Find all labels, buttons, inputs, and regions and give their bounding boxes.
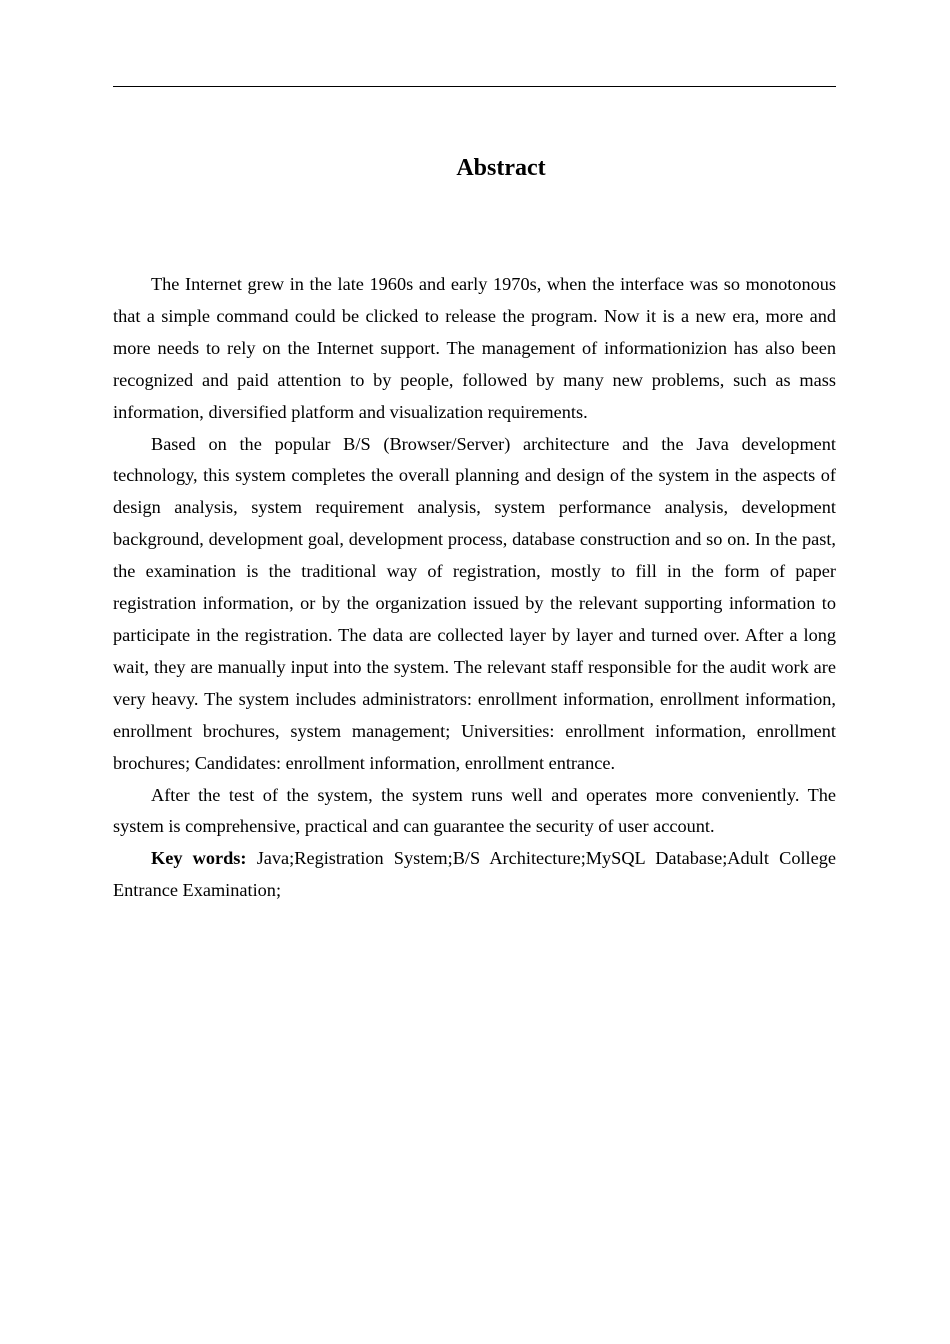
keywords-label: Key words: [151,848,247,869]
keywords-text: Java;Registration System;B/S Architecture;MySQL Database;Adult College Entrance Examination; [113,848,836,901]
keywords-line [113,843,836,907]
abstract-paragraph-3: After the test of the system, the system runs well and operates more conveniently. The system is comprehensive, practical and can guarantee the security of user account. [113,784,836,837]
page-title: Abstract [456,155,546,181]
abstract-paragraph-1: The Internet grew in the late 1960s and early 1970s, when the interface was so monotonous that a simple command could be clicked to release the program. Now it is a new era, more and more needs to rely on the Internet support. The management of informationizion has also been recognized and paid attention to by people, followed by many new problems, such as mass information, diversified platform and visualization requirements. [113,274,836,422]
abstract-paragraph-2: Based on the popular B/S (Browser/Server) architecture and the Java development technology, this system completes the overall planning and design of the system in the aspects of design analysis, system requirement analysis, system performance analysis, development background, development goal, development process, database construction and so on. In the past, the examination is the traditional way of registration, mostly to fill in the form of paper registration information, or by the organization issued by the relevant supporting information to participate in the registration. The data are collected layer by layer and turned over. After a long wait, they are manually input into the system. The relevant staff responsible for the audit work are very heavy. The system includes administrators: enrollment information, enrollment information, enrollment brochures, system management; Universities: enrollment information, enrollment brochures; Candidates: enrollment information, enrollment entrance. [113,433,836,773]
header-rule [113,86,836,87]
abstract-body [113,269,836,907]
